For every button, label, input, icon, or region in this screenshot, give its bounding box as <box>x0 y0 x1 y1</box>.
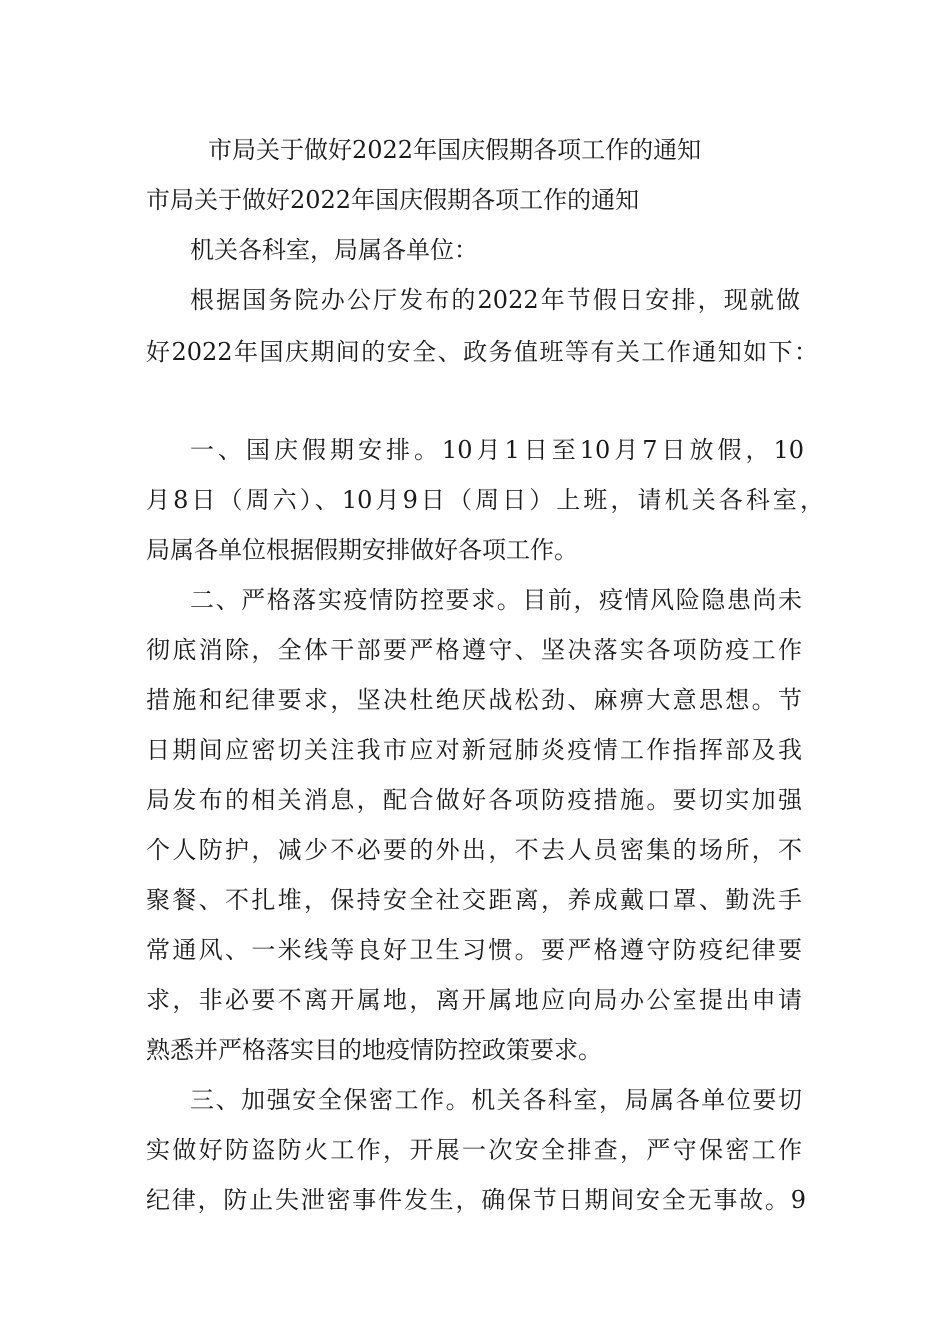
salutation: 机关各科室，局属各单位： <box>190 236 478 264</box>
section2-line: 日期间应密切关注我市应对新冠肺炎疫情工作指挥部及我 <box>146 736 802 764</box>
section2-line: 熟悉并严格落实目的地疫情防控政策要求。 <box>146 1036 602 1064</box>
section1-line: 一、国庆假期安排。10月1日至10月7日放假，10 <box>190 436 804 464</box>
document-title: 市局关于做好2022年国庆假期各项工作的通知 <box>208 136 702 164</box>
intro-line: 根据国务院办公厅发布的2022年节假日安排，现就做 <box>190 286 800 314</box>
section2-line: 常通风、一米线等良好卫生习惯。要严格遵守防疫纪律要 <box>146 936 802 964</box>
section2-line: 措施和纪律要求，坚决杜绝厌战松劲、麻痹大意思想。节 <box>146 686 802 714</box>
section3-line: 纪律，防止失泄密事件发生，确保节日期间安全无事故。9 <box>146 1186 806 1214</box>
section3-line: 实做好防盗防火工作，开展一次安全排查，严守保密工作 <box>146 1136 802 1164</box>
section1-line: 局属各单位根据假期安排做好各项工作。 <box>146 536 578 564</box>
document-subtitle: 市局关于做好2022年国庆假期各项工作的通知 <box>146 186 640 214</box>
section1-line: 月8日（周六）、10月9日（周日）上班，请机关各科室， <box>146 486 824 514</box>
section2-line: 彻底消除，全体干部要严格遵守、坚决落实各项防疫工作 <box>146 636 802 664</box>
section2-line: 个人防护，减少不必要的外出，不去人员密集的场所，不 <box>146 836 802 864</box>
section2-line: 聚餐、不扎堆，保持安全社交距离，养成戴口罩、勤洗手 <box>146 886 802 914</box>
section2-line: 二、严格落实疫情防控要求。目前，疫情风险隐患尚未 <box>190 586 802 614</box>
section2-line: 局发布的相关消息，配合做好各项防疫措施。要切实加强 <box>146 786 802 814</box>
intro-line: 好2022年国庆期间的安全、政务值班等有关工作通知如下： <box>146 338 818 366</box>
section3-line: 三、加强安全保密工作。机关各科室，局属各单位要切 <box>190 1086 802 1114</box>
section2-line: 求，非必要不离开属地，离开属地应向局办公室提出申请 <box>146 986 802 1014</box>
